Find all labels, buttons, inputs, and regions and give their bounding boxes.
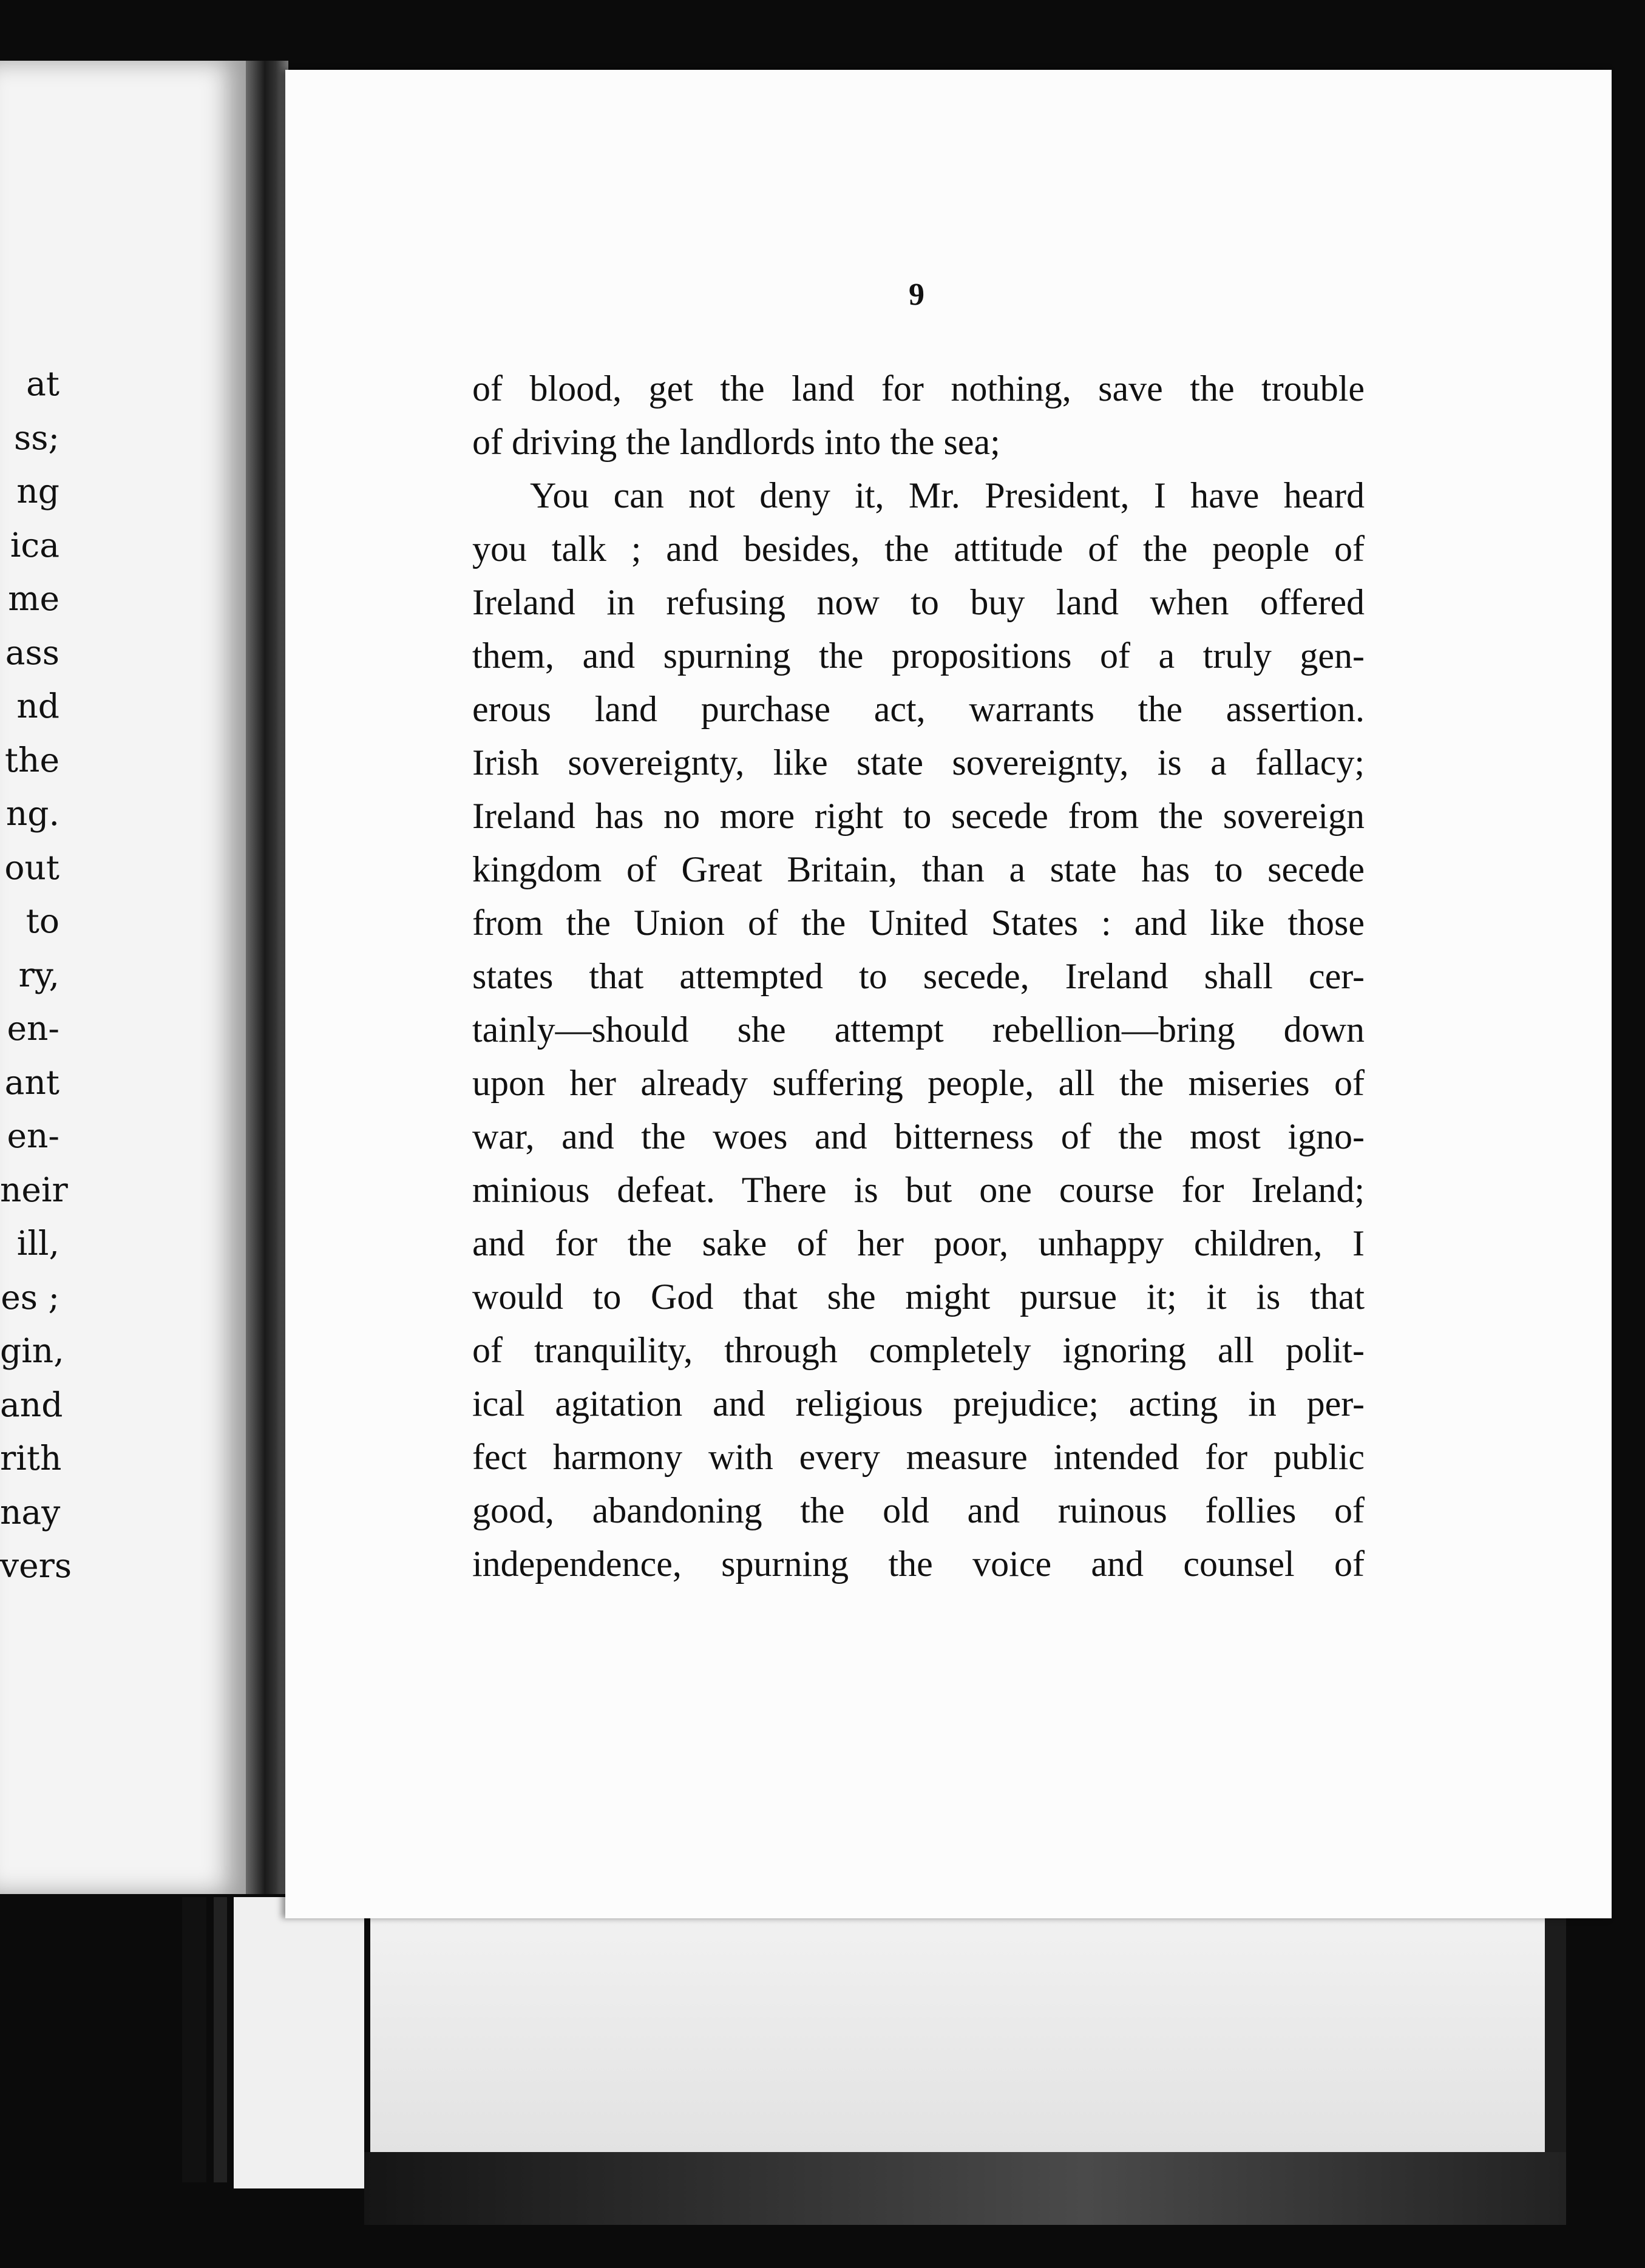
fragment-line: nay [0,1492,61,1532]
fragment-line: en- [7,1116,59,1155]
fragment-line: en- [7,1009,59,1048]
text-line: tainly—should she attempt rebellion—bring down [472,1010,1365,1050]
fragment-line: ng [16,472,59,511]
text-line: states that attempted to secede, Ireland shall cer- [472,956,1365,996]
text-line: upon her already suffering people, all the miseries of [472,1063,1365,1103]
text-line: from the Union of the United States : and like those [472,903,1365,943]
text-line: and for the sake of her poor, unhappy children, I [472,1223,1365,1263]
fragment-line: vers [0,1546,72,1585]
text-line: ical agitation and religious prejudice; acting in per- [472,1384,1365,1424]
fragment-line: at [26,364,59,403]
fragment-line: rith [0,1439,62,1478]
facing-page-text-fragments [0,357,72,1593]
fragment-line: nd [16,687,59,725]
text-line: them, and spurning the propositions of a truly gen- [472,636,1365,676]
fragment-line: ng. [5,794,59,833]
text-line: minious defeat. There is but one course for Ireland; [472,1170,1365,1210]
fragment-line: me [8,579,59,618]
fragment-line: es ; [1,1277,59,1317]
text-line: of driving the landlords into the sea; [472,422,1000,462]
fragment-line: ica [10,525,59,565]
fragment-line: ass [5,633,59,672]
text-line: Ireland has no more right to secede from the sovereign [472,796,1365,836]
scan-background-bottom [364,2152,1566,2225]
fragment-line: neir [0,1170,68,1209]
page-body-text [472,362,1365,1591]
fragment-line: ant [4,1062,59,1102]
fragment-line: and [0,1385,63,1424]
text-line: would to God that she might pursue it; it is that [472,1277,1365,1317]
underlying-page [370,1900,1560,2155]
fragment-line: out [4,847,59,887]
paper-flap [234,1897,364,2188]
text-line: war, and the woes and bitterness of the most igno- [472,1116,1365,1156]
spine-edge [214,1897,227,2182]
text-line: of tranquility, through completely ignoring all polit- [472,1330,1365,1370]
page-edge-shadow [1545,1912,1566,2179]
book-gutter [246,61,288,1894]
fragment-line: ss; [14,418,59,457]
text-line: erous land purchase act, warrants the assertion. [472,689,1365,729]
page-number: 9 [909,277,924,312]
spine-edge [182,1897,206,2182]
text-line: fect harmony with every measure intended for public [472,1437,1365,1477]
fragment-line: ill, [16,1224,59,1263]
fragment-line: gin, [0,1331,64,1370]
fragment-line: to [25,901,59,940]
text-line: Ireland in refusing now to buy land when offered [472,582,1365,622]
text-line: kingdom of Great Britain, than a state has to secede [472,849,1365,889]
text-line: Irish sovereignty, like state sovereignty, is a fallacy; [472,742,1365,783]
text-line: good, abandoning the old and ruinous follies of [472,1490,1365,1530]
text-line: You can not deny it, Mr. President, I have heard [530,475,1365,515]
text-line: you talk ; and besides, the attitude of the people of [472,529,1365,569]
fragment-line: the [4,740,59,779]
text-line: independence, spurning the voice and counsel of [472,1544,1365,1584]
fragment-line: ry, [18,955,59,994]
text-line: of blood, get the land for nothing, save the trouble [472,368,1365,409]
